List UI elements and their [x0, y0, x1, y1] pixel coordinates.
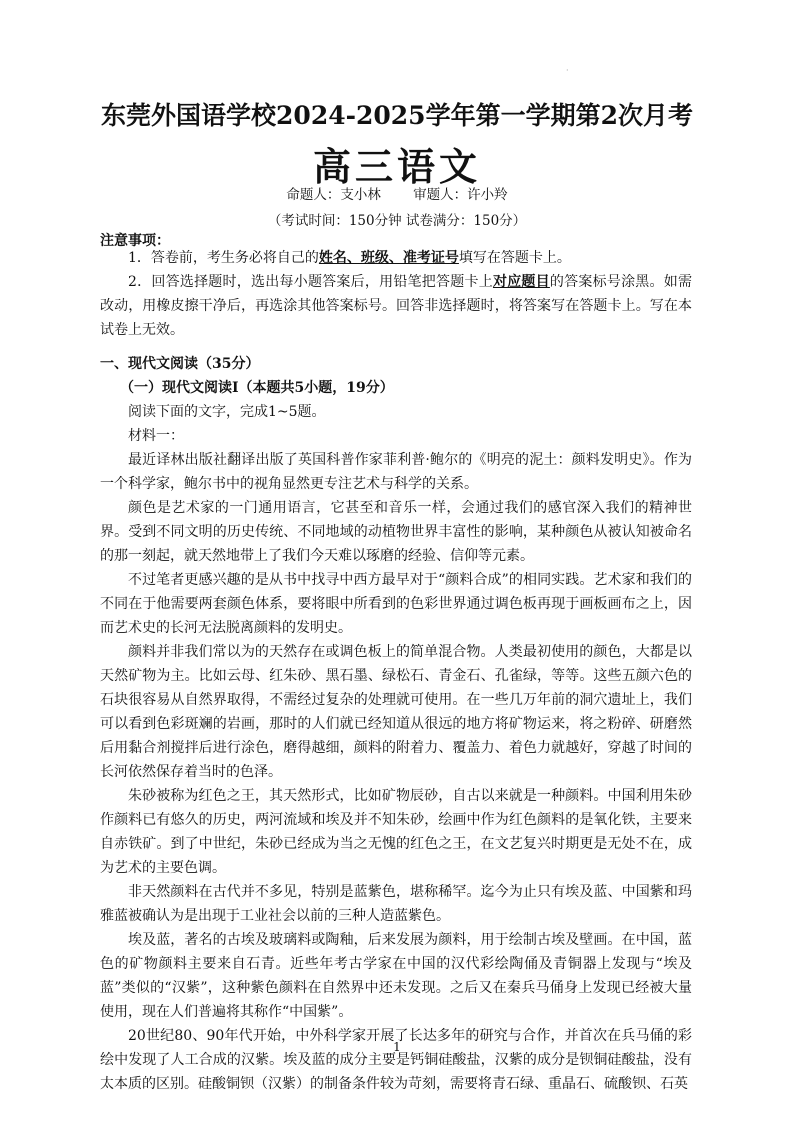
material-label: 材料一： — [128, 428, 184, 444]
section-heading: 一、现代文阅读（35分） — [100, 356, 260, 372]
notice-item-1-suffix: 填写在答题卡上。 — [458, 250, 571, 266]
authors-line — [0, 183, 794, 203]
notice-item-2-rest: 改动，用橡皮擦干净后，再选涂其他答案标号。回答非选择题时，将答案写在答题卡上。写在本试卷上无效。 — [100, 298, 692, 338]
page-number: 1 — [393, 1040, 401, 1054]
paragraph: 20世纪80、90年代开始，中外科学家开展了长达多年的研究与合作，并首次在兵马俑的彩绘中发现了人工合成的汉紫。埃及蓝的成分主要是钙铜硅酸盐，汉紫的成分是钡铜硅酸盐，没有太本质的区别。硅酸铜钡（汉紫）的制备条件较为苛刻，需要将青石绿、重晶石、硫酸钡、石英 — [100, 1028, 692, 1092]
notice-item-2-prefix: 2．回答选择题时，选出每小题答案后，用铅笔把答题卡上 — [128, 274, 493, 290]
school-exam-title: 东莞外国语学校2024-2025学年第一学期第2次月考 — [101, 101, 693, 130]
notice-block — [100, 246, 692, 342]
paragraph: 颜料并非我们常以为的天然存在或调色板上的简单混合物。人类最初使用的颜色，大都是以天然矿物为主。比如云母、红朱砂、黑石墨、绿松石、青金石、孔雀绿，等等。这些五颜六色的石块很容易从自然界取得，不需经过复杂的处理就可使用。在一些几万年前的洞穴遗址上，我们可以看到色彩斑斓的岩画，那时的人们就已经知道从很远的地方将矿物运来，将之粉碎、研磨然后用黏合剂搅拌后进行涂色，磨得越细，颜料的附着力、覆盖力、着色力就越好，穿越了时间的长河依然保存着当时的色泽。 — [100, 644, 692, 780]
notice-item-1-fields: 姓名、班级、准考证号 — [318, 250, 459, 266]
paragraph: 朱砂被称为红色之王，其天然形式，比如矿物辰砂，自古以来就是一种颜料。中国利用朱砂作颜料已有悠久的历史，两河流域和埃及并不知朱砂，绘画中作为红色颜料的是氧化铁，主要来自赤铁矿。到了中世纪，朱砂已经成为当之无愧的红色之王，在文艺复兴时期更是无处不在，成为艺术的主要色调。 — [100, 788, 692, 876]
notice-item-2-emph: 对应题目 — [492, 274, 550, 290]
paragraph: 最近译林出版社翻译出版了英国科普作家菲利普·鲍尔的《明亮的泥土：颜料发明史》。作为一个科学家，鲍尔书中的视角显然更专注艺术与科学的关系。 — [100, 452, 692, 492]
notice-item-1 — [100, 246, 692, 270]
notice-item-1-prefix: 1．答卷前，考生务必将自己的 — [128, 250, 319, 266]
reviewer-label: 审题人：许小羚 — [413, 187, 508, 203]
paragraph: 不过笔者更感兴趣的是从书中找寻中西方最早对于“颜料合成”的相同实践。艺术家和我们的不同在于他需要两套颜色体系，要将眼中所看到的色彩世界通过调色板再现于画板画布之上，因而艺术史的长河无法脱离颜料的发明史。 — [100, 572, 692, 636]
reading-instruction: 阅读下面的文字，完成1~5题。 — [128, 404, 326, 420]
paragraph: 非天然颜料在古代并不多见，特别是蓝紫色，堪称稀罕。迄今为止只有埃及蓝、中国紫和玛雅蓝被确认为是出现于工业社会以前的三种人造蓝紫色。 — [100, 884, 692, 924]
section-block — [100, 352, 692, 1096]
paragraph: 埃及蓝，著名的古埃及玻璃料或陶釉，后来发展为颜料，用于绘制古埃及壁画。在中国，蓝色的矿物颜料主要来自石青。近些年考古学家在中国的汉代彩绘陶俑及青铜器上发现与“埃及蓝”类似的“汉紫”，这种紫色颜料在自然界中还未发现。之后又在秦兵马俑身上发现已经被大量使用，现在人们普遍将其称作“中国紫”。 — [100, 932, 692, 1020]
scan-dot: · — [566, 66, 569, 75]
subject-title: 高三语文 — [312, 144, 481, 189]
setter-label: 命题人：支小林 — [286, 187, 381, 203]
paragraph: 颜色是艺术家的一门通用语言，它甚至和音乐一样，会通过我们的感官深入我们的精神世界。受到不同文明的历史传统、不同地域的动植物世界丰富性的影响，某种颜色从被认知被命名的那一刻起，就天然地带上了我们今天难以琢磨的经验、信仰等元素。 — [100, 500, 692, 564]
exam-info: （考试时间：150分钟 试卷满分：150分） — [267, 213, 527, 229]
sub-section-heading: （一）现代文阅读Ⅰ（本题共5小题，19分） — [120, 380, 394, 396]
notice-item-2-mid: 的答案标号涂黑。如需 — [549, 274, 693, 290]
notice-item-2 — [100, 270, 692, 342]
notice-heading: 注意事项： — [100, 233, 170, 249]
